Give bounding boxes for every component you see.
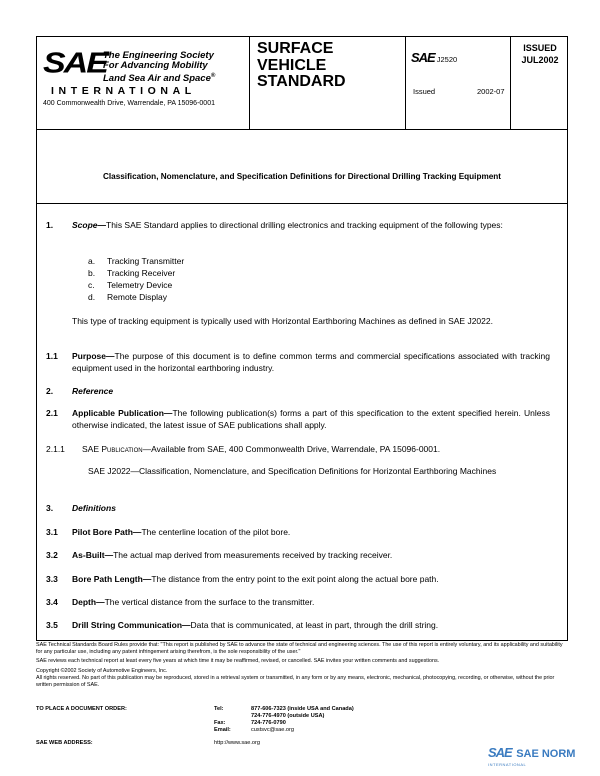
sae-norm-logo: SAE SAE NORM INTERNATIONAL: [488, 745, 576, 767]
sae-publication-paragraph: SAE Publication—Available from SAE, 400 Commonwealth Drive, Warrendale, PA 15096-0001.: [82, 444, 441, 454]
issued-label: Issued: [413, 87, 436, 96]
definition: Bore Path Length—The distance from the entry point to the exit point along the actual bore path.: [72, 574, 439, 584]
list-item: b.: [88, 268, 96, 278]
definition-number: 3.1: [46, 527, 58, 537]
frame-rule: [567, 130, 568, 203]
definition: Pilot Bore Path—The centerline location of the pilot bore.: [72, 527, 291, 537]
frame-rule: [36, 203, 568, 204]
scope-note: This type of tracking equipment is typically used with Horizontal Earthboring Machines as defined in SAE J2022.: [72, 316, 493, 326]
standard-type: SURFACE VEHICLE STANDARD: [257, 40, 346, 90]
footer-notices: SAE Technical Standards Board Rules provide that: "This report is published by SAE to advance the state of technical and engineering sciences. The use of this report is entirely voluntary, and its applicability and suitability for any particular use, including any patent infringement arising therefrom, is the sole responsibility of the user." SAE reviews each technical report at least every five years at which time it may be reaffirmed, revised, or cancelled. SAE invites your written comments and suggestions. Copyright ©2002 Society of Automotive Engineers, Inc. All rights reserved. No part of this publication may be reproduced, stored in a retrieval system or transmitted, in any form or by any means, electronic, mechanical, photocopying, recording, or otherwise, without the prior written permission of SAE.: [36, 642, 563, 689]
definition-number: 3.2: [46, 550, 58, 560]
document-title: Classification, Nomenclature, and Specification Definitions for Directional Drilling Tracking Equipment: [102, 172, 502, 181]
header-divider: [510, 37, 511, 129]
sae-logo: [43, 47, 255, 127]
web-link[interactable]: http://www.sae.org: [214, 740, 261, 746]
definition-number: 3.4: [46, 597, 58, 607]
section-number: 3.: [46, 503, 54, 513]
section-heading: Reference: [72, 386, 114, 396]
frame-rule: [567, 203, 568, 640]
definition: As-Built—The actual map derived from measurements received by tracking receiver.: [72, 550, 393, 560]
frame-rule: [36, 203, 37, 640]
email-link[interactable]: custsvc@sae.org: [251, 727, 294, 733]
list-item: c.: [88, 280, 95, 290]
scope-paragraph: Scope—This SAE Standard applies to directional drilling electronics and tracking equipment of the following types:: [72, 220, 503, 230]
list-item-text: Remote Display: [107, 292, 167, 302]
publication-paragraph: Applicable Publication—The following publication(s) forms a part of this specification to the extent specified herein. Unless otherwise indicated, the latest issue of SAE publications shall apply.: [72, 408, 550, 430]
sae-small-mark: SAE: [411, 50, 435, 65]
definition: Depth—The vertical distance from the surface to the transmitter.: [72, 597, 315, 607]
frame-rule: [36, 130, 37, 203]
sae-norm-mark: SAE: [488, 745, 512, 760]
address: 400 Commonwealth Drive, Warrendale, PA 15096-0001: [43, 100, 215, 107]
sae-logo-mark: SAE: [43, 47, 107, 80]
list-item-text: Tracking Receiver: [107, 268, 176, 278]
definition: Drill String Communication—Data that is communicated, at least in part, through the drill string.: [72, 620, 439, 630]
section-heading: Definitions: [72, 503, 116, 513]
document-number: SAE J2520: [411, 50, 458, 65]
section-number: 2.1.1: [46, 444, 65, 454]
section-number: 2.: [46, 386, 54, 396]
list-item: d.: [88, 292, 96, 302]
purpose-paragraph: Purpose—The purpose of this document is to define common terms and commercial specifications associated with tracking equipment used in the horizontal earthboring industry.: [72, 351, 550, 373]
list-item: a.: [88, 256, 96, 266]
list-item-text: Telemetry Device: [107, 280, 173, 290]
definition-number: 3.3: [46, 574, 58, 584]
section-number: 1.: [46, 220, 54, 230]
section-number: 2.1: [46, 408, 58, 418]
issued-date: 2002-07: [477, 87, 505, 96]
header-divider: [405, 37, 406, 129]
society-tagline: The Engineering Society For Advancing Mobility Land Sea Air and Space®: [103, 50, 216, 85]
reference-entry: SAE J2022—Classification, Nomenclature, and Specification Definitions for Horizontal Earthboring Machines: [88, 466, 497, 476]
list-item-text: Tracking Transmitter: [107, 256, 185, 266]
header-box: [36, 36, 568, 130]
section-number: 1.1: [46, 351, 58, 361]
definition-number: 3.5: [46, 620, 58, 630]
status: ISSUED JUL2002: [521, 43, 559, 65]
frame-rule: [36, 640, 568, 641]
international-label: INTERNATIONAL: [51, 85, 196, 97]
